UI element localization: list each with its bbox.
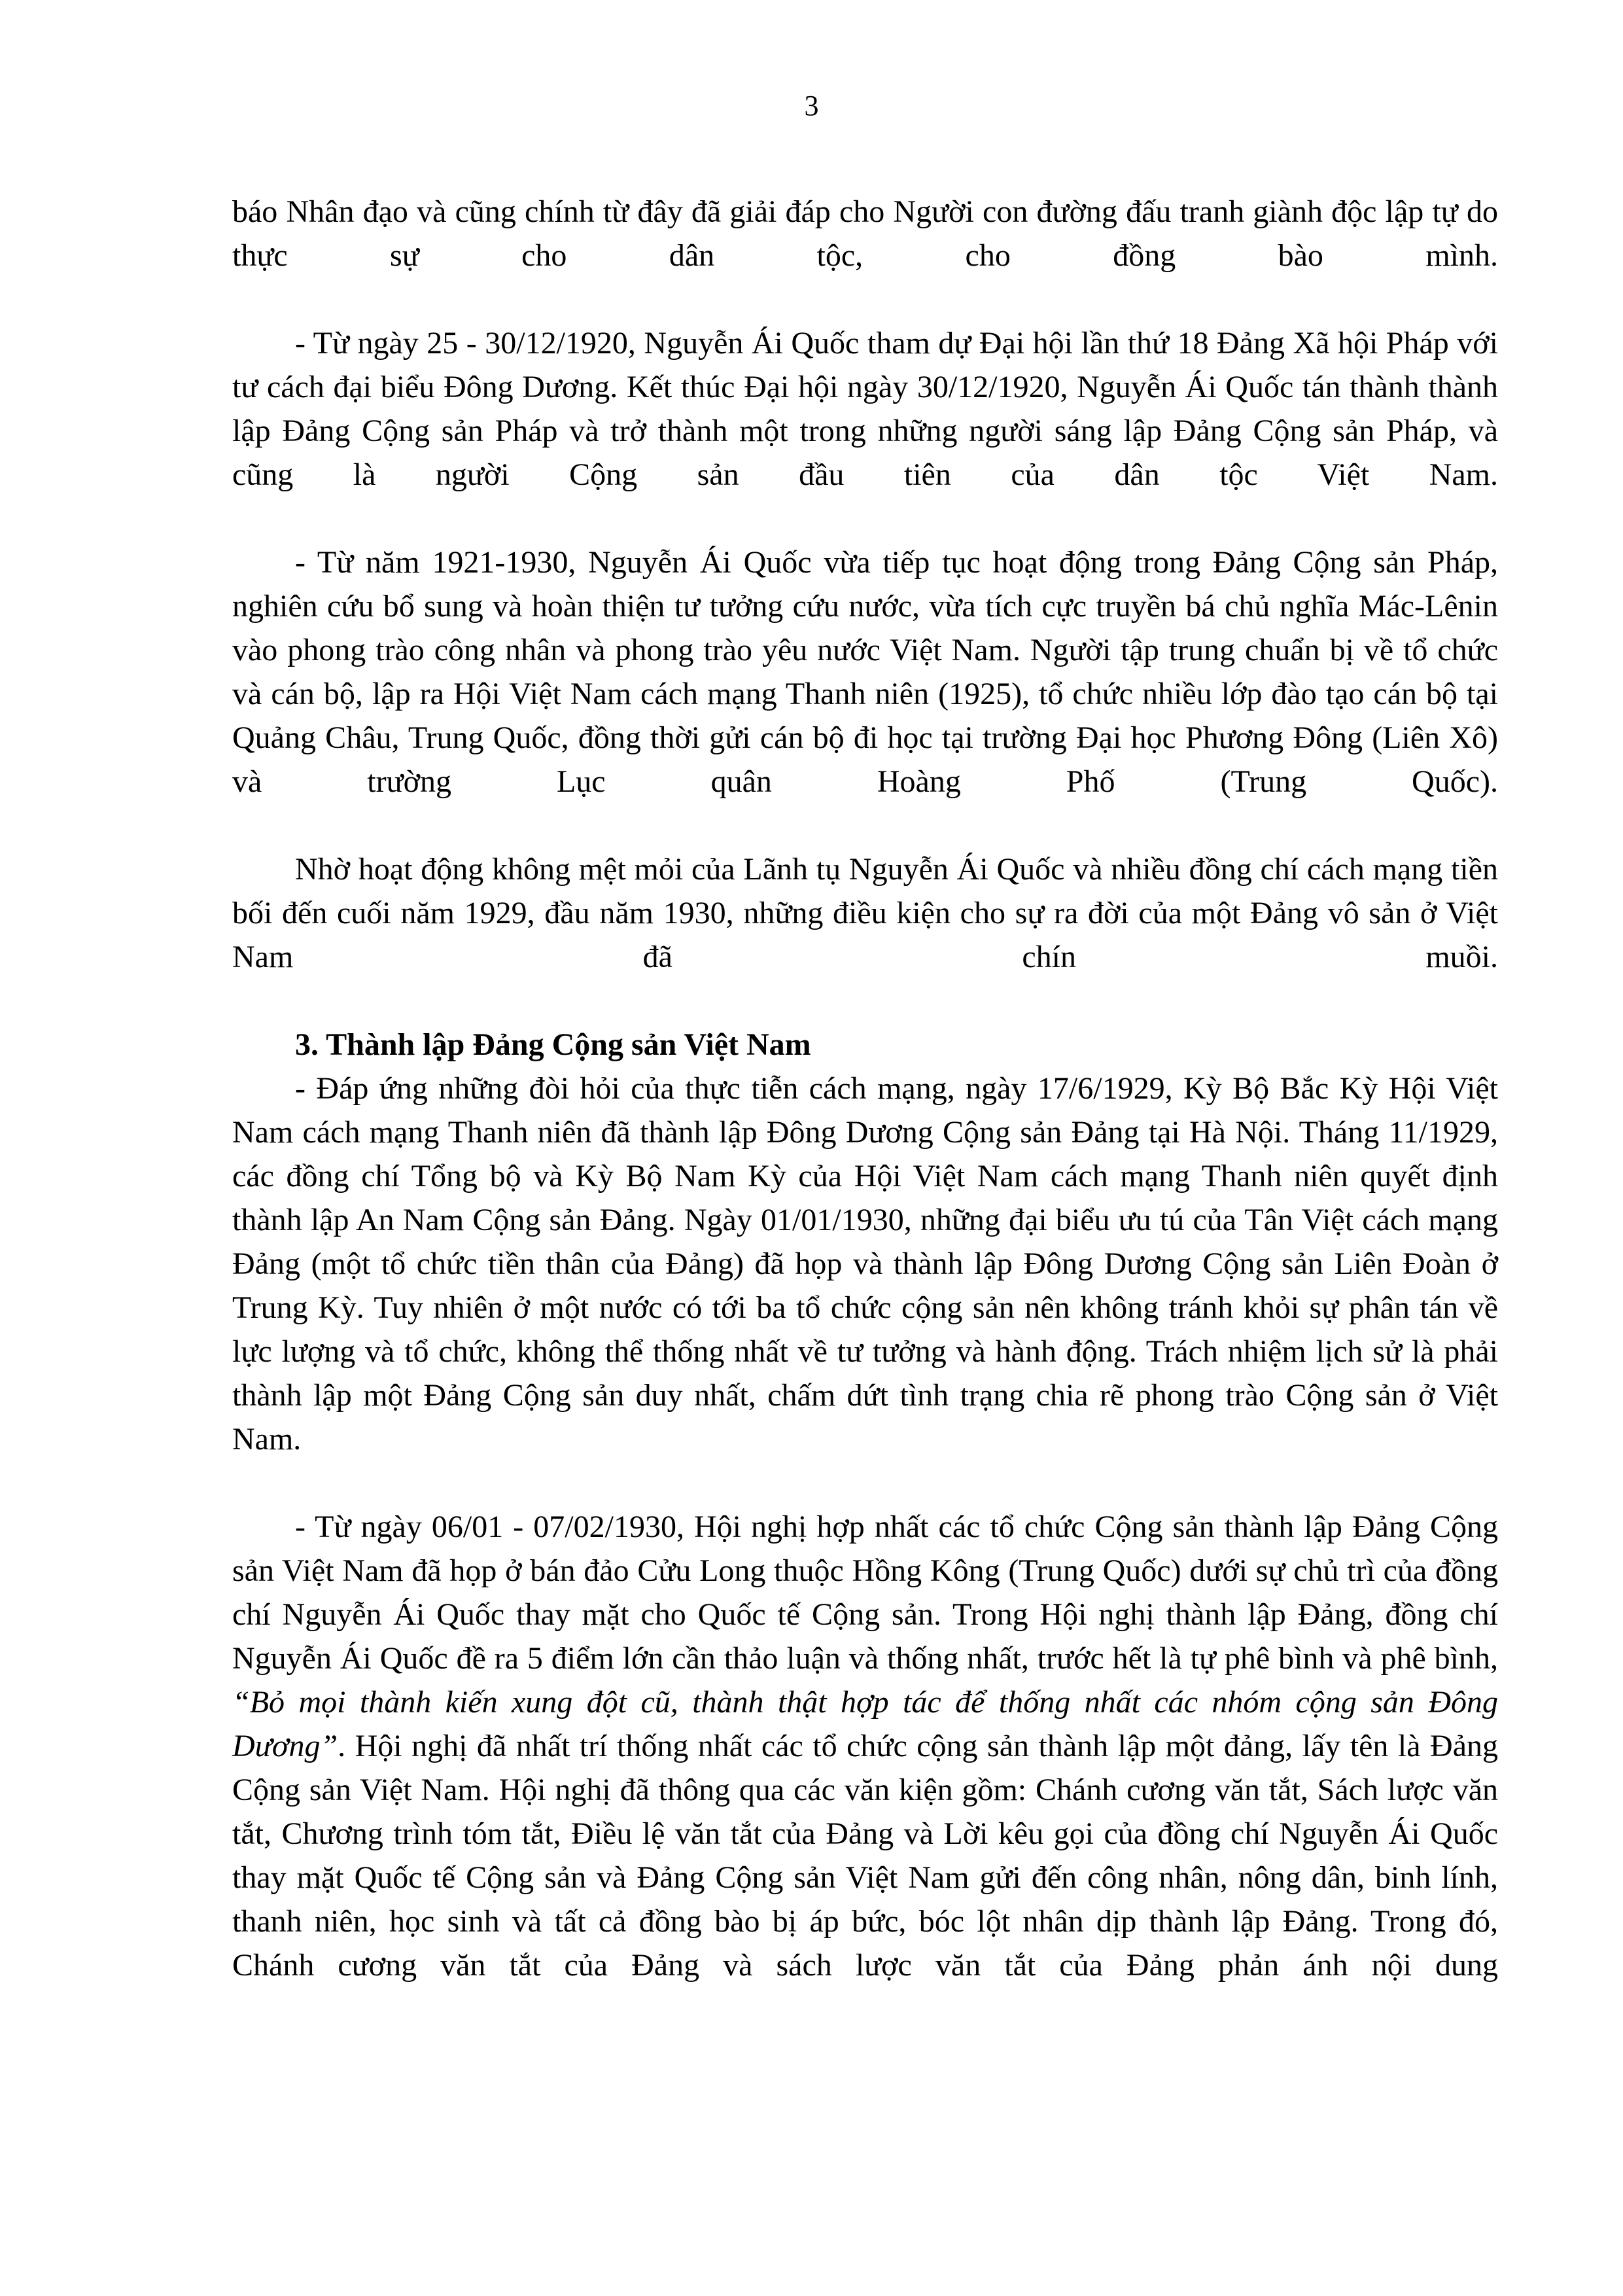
- paragraph-6-text-after-quote: . Hội nghị đã nhất trí thống nhất các tổ chức cộng sản thành lập một đảng, lấy tên là Đảng Cộng sản Việt Nam. Hội nghị đã thông qua các văn kiện gồm: Chánh cương văn tắt, Sách lược văn tắt, Chương trình tóm tắt, Điều lệ văn tắt của Đảng và Lời kêu gọi của đồng chí Nguyễn Ái Quốc thay mặt Quốc tế Cộng sản và Đảng Cộng sản Việt Nam gửi đến công nhân, nông dân, binh lính, thanh niên, học sinh và tất cả đồng bào bị áp bức, bóc lột nhân dịp thành lập Đảng. Trong đó, Chánh cương văn tắt của Đảng và sách lược văn tắt của Đảng phản ánh nội dung: [232, 1729, 1498, 1983]
- paragraph-6-text-before-quote: - Từ ngày 06/01 - 07/02/1930, Hội nghị hợp nhất các tổ chức Cộng sản thành lập Đảng Cộng sản Việt Nam đã họp ở bán đảo Cửu Long thuộc Hồng Kông (Trung Quốc) dưới sự chủ trì của đồng chí Nguyễn Ái Quốc thay mặt cho Quốc tế Cộng sản. Trong Hội nghị thành lập Đảng, đồng chí Nguyễn Ái Quốc đề ra 5 điểm lớn cần thảo luận và thống nhất, trước hết là tự phê bình và phê bình,: [232, 1510, 1498, 1676]
- page-body-column: [232, 190, 1498, 2031]
- paragraph-3: - Từ năm 1921-1930, Nguyễn Ái Quốc vừa tiếp tục hoạt động trong Đảng Cộng sản Pháp, nghiên cứu bổ sung và hoàn thiện tư tưởng cứu nước, vừa tích cực truyền bá chủ nghĩa Mác-Lênin vào phong trào công nhân và phong trào yêu nước Việt Nam. Người tập trung chuẩn bị về tổ chức và cán bộ, lập ra Hội Việt Nam cách mạng Thanh niên (1925), tổ chức nhiều lớp đào tạo cán bộ tại Quảng Châu, Trung Quốc, đồng thời gửi cán bộ đi học tại trường Đại học Phương Đông (Liên Xô) và trường Lục quân Hoàng Phố (Trung Quốc).: [232, 545, 1498, 799]
- paragraph-1: báo Nhân đạo và cũng chính từ đây đã giải đáp cho Người con đường đấu tranh giành độc lập tự do thực sự cho dân tộc, cho đồng bào mình.: [232, 194, 1498, 273]
- section-heading-3: 3. Thành lập Đảng Cộng sản Việt Nam: [295, 1027, 811, 1062]
- paragraph-6-italic-quote: “Bỏ mọi thành kiến xung đột cũ, thành thật hợp tác để thống nhất các nhóm cộng sản Đông Dương”: [232, 1685, 1498, 1763]
- paragraph-2: - Từ ngày 25 - 30/12/1920, Nguyễn Ái Quốc tham dự Đại hội lần thứ 18 Đảng Xã hội Pháp với tư cách đại biểu Đông Dương. Kết thúc Đại hội ngày 30/12/1920, Nguyễn Ái Quốc tán thành thành lập Đảng Cộng sản Pháp và trở thành một trong những người sáng lập Đảng Cộng sản Pháp, và cũng là người Cộng sản đầu tiên của dân tộc Việt Nam.: [232, 326, 1498, 492]
- paragraph-4: Nhờ hoạt động không mệt mỏi của Lãnh tụ Nguyễn Ái Quốc và nhiều đồng chí cách mạng tiền bối đến cuối năm 1929, đầu năm 1930, những điều kiện cho sự ra đời của một Đảng vô sản ở Việt Nam đã chín muồi.: [232, 852, 1498, 974]
- page-number: 3: [804, 90, 819, 122]
- paragraph-5: - Đáp ứng những đòi hỏi của thực tiễn cách mạng, ngày 17/6/1929, Kỳ Bộ Bắc Kỳ Hội Việt Nam cách mạng Thanh niên đã thành lập Đông Dương Cộng sản Đảng tại Hà Nội. Tháng 11/1929, các đồng chí Tổng bộ và Kỳ Bộ Nam Kỳ của Hội Việt Nam cách mạng Thanh niên quyết định thành lập An Nam Cộng sản Đảng. Ngày 01/01/1930, những đại biểu ưu tú của Tân Việt cách mạng Đảng (một tổ chức tiền thân của Đảng) đã họp và thành lập Đông Dương Cộng sản Liên Đoàn ở Trung Kỳ. Tuy nhiên ở một nước có tới ba tổ chức cộng sản nên không tránh khỏi sự phân tán về lực lượng và tổ chức, không thể thống nhất về tư tưởng và hành động. Trách nhiệm lịch sử là phải thành lập một Đảng Cộng sản duy nhất, chấm dứt tình trạng chia rẽ phong trào Cộng sản ở Việt Nam.: [232, 1071, 1498, 1457]
- paragraph-6: [232, 1505, 1498, 2031]
